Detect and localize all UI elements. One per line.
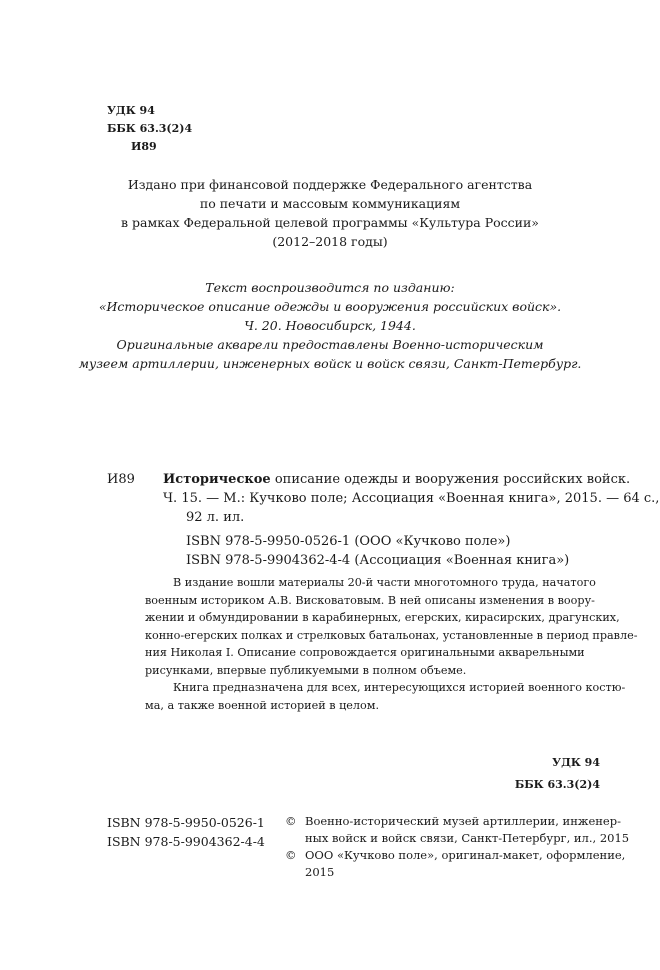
copyright-line: Военно-исторический музей артиллерии, инженер- [305,814,621,828]
support-line: Издано при финансовой поддержке Федерального агентства [127,177,533,192]
source-line: Оригинальные акварели предоставлены Военно-историческим [116,337,544,352]
isbn-item: ISBN 978-5-9904362-4-4 [107,834,265,849]
isbn-item: ISBN 978-5-9950-0526-1 [107,815,265,830]
copyright-icon: © [285,814,297,828]
biblio-isbn-2: ISBN 978-5-9904362-4-4 (Ассоциация «Военная книга») [186,553,570,568]
annotation-line: ма, а также военной историей в целом. [145,698,380,712]
biblio-isbn-1: ISBN 978-5-9950-0526-1 (ООО «Кучково поле») [186,534,511,549]
source-line: «Историческое описание одежды и вооружения российских войск». [98,299,562,314]
annotation-line: ния Николая I. Описание сопровождается оригинальными акварельными [145,646,585,659]
support-line: (2012–2018 годы) [272,234,388,249]
biblio-title-bold: Историческое [163,472,271,487]
support-line: по печати и массовым коммуникациям [199,196,461,211]
support-line: в рамках Федеральной целевой программы «Культура России» [121,215,539,230]
classification-codes-bottom [515,752,600,796]
udk-code: УДК 94 [107,104,155,117]
source-note [0,278,660,373]
annotation [145,574,638,714]
source-line: музеем артиллерии, инженерных войск и войск связи, Санкт-Петербург. [78,356,582,371]
copyright-line: ООО «Кучково поле», оригинал-макет, оформление, [305,848,626,862]
support-note [0,175,660,251]
copyright-block [285,813,630,881]
annotation-line: В издание вошли материалы 20-й части многотомного труда, начатого [173,576,596,589]
copyright-entry [285,813,630,847]
copyright-entry [285,847,626,881]
annotation-line: жении и обмундировании в карабинерных, егерских, кирасирских, драгунских, [145,611,620,624]
biblio-imprint: Ч. 15. — М.: Кучково поле; Ассоциация «Военная книга», 2015. — 64 с., [163,491,660,506]
biblio-title-line [163,470,631,489]
bibliographic-record [163,470,660,570]
biblio-illustrations: 92 л. ил. [186,510,245,525]
source-line: Текст воспроизводится по изданию: [205,280,455,295]
annotation-line: военным историком А.В. Висковатовым. В ней описаны изменения в воору- [145,593,595,607]
copyright-line: 2015 [305,865,335,879]
annotation-line: конно-егерских полках и стрелковых батальонах, установленные в период правле- [145,628,638,642]
isbn-list [107,813,265,851]
author-mark: И89 [131,140,157,153]
copyright-icon: © [285,848,297,862]
bbk-code-bottom: ББК 63.3(2)4 [514,778,600,791]
biblio-author-mark: И89 [107,472,135,487]
copyright-line: ных войск и войск связи, Санкт-Петербург, ил., 2015 [305,831,630,845]
biblio-title-rest: описание одежды и вооружения российских войск. [270,472,631,487]
annotation-line: рисунками, впервые публикуемыми в полном объеме. [145,663,467,677]
classification-codes-top [107,102,192,156]
bbk-code: ББК 63.3(2)4 [107,122,193,135]
source-line: Ч. 20. Новосибирск, 1944. [244,318,416,333]
annotation-line: Книга предназначена для всех, интересующихся историей военного костю- [173,681,626,694]
udk-code-bottom: УДК 94 [552,756,600,769]
